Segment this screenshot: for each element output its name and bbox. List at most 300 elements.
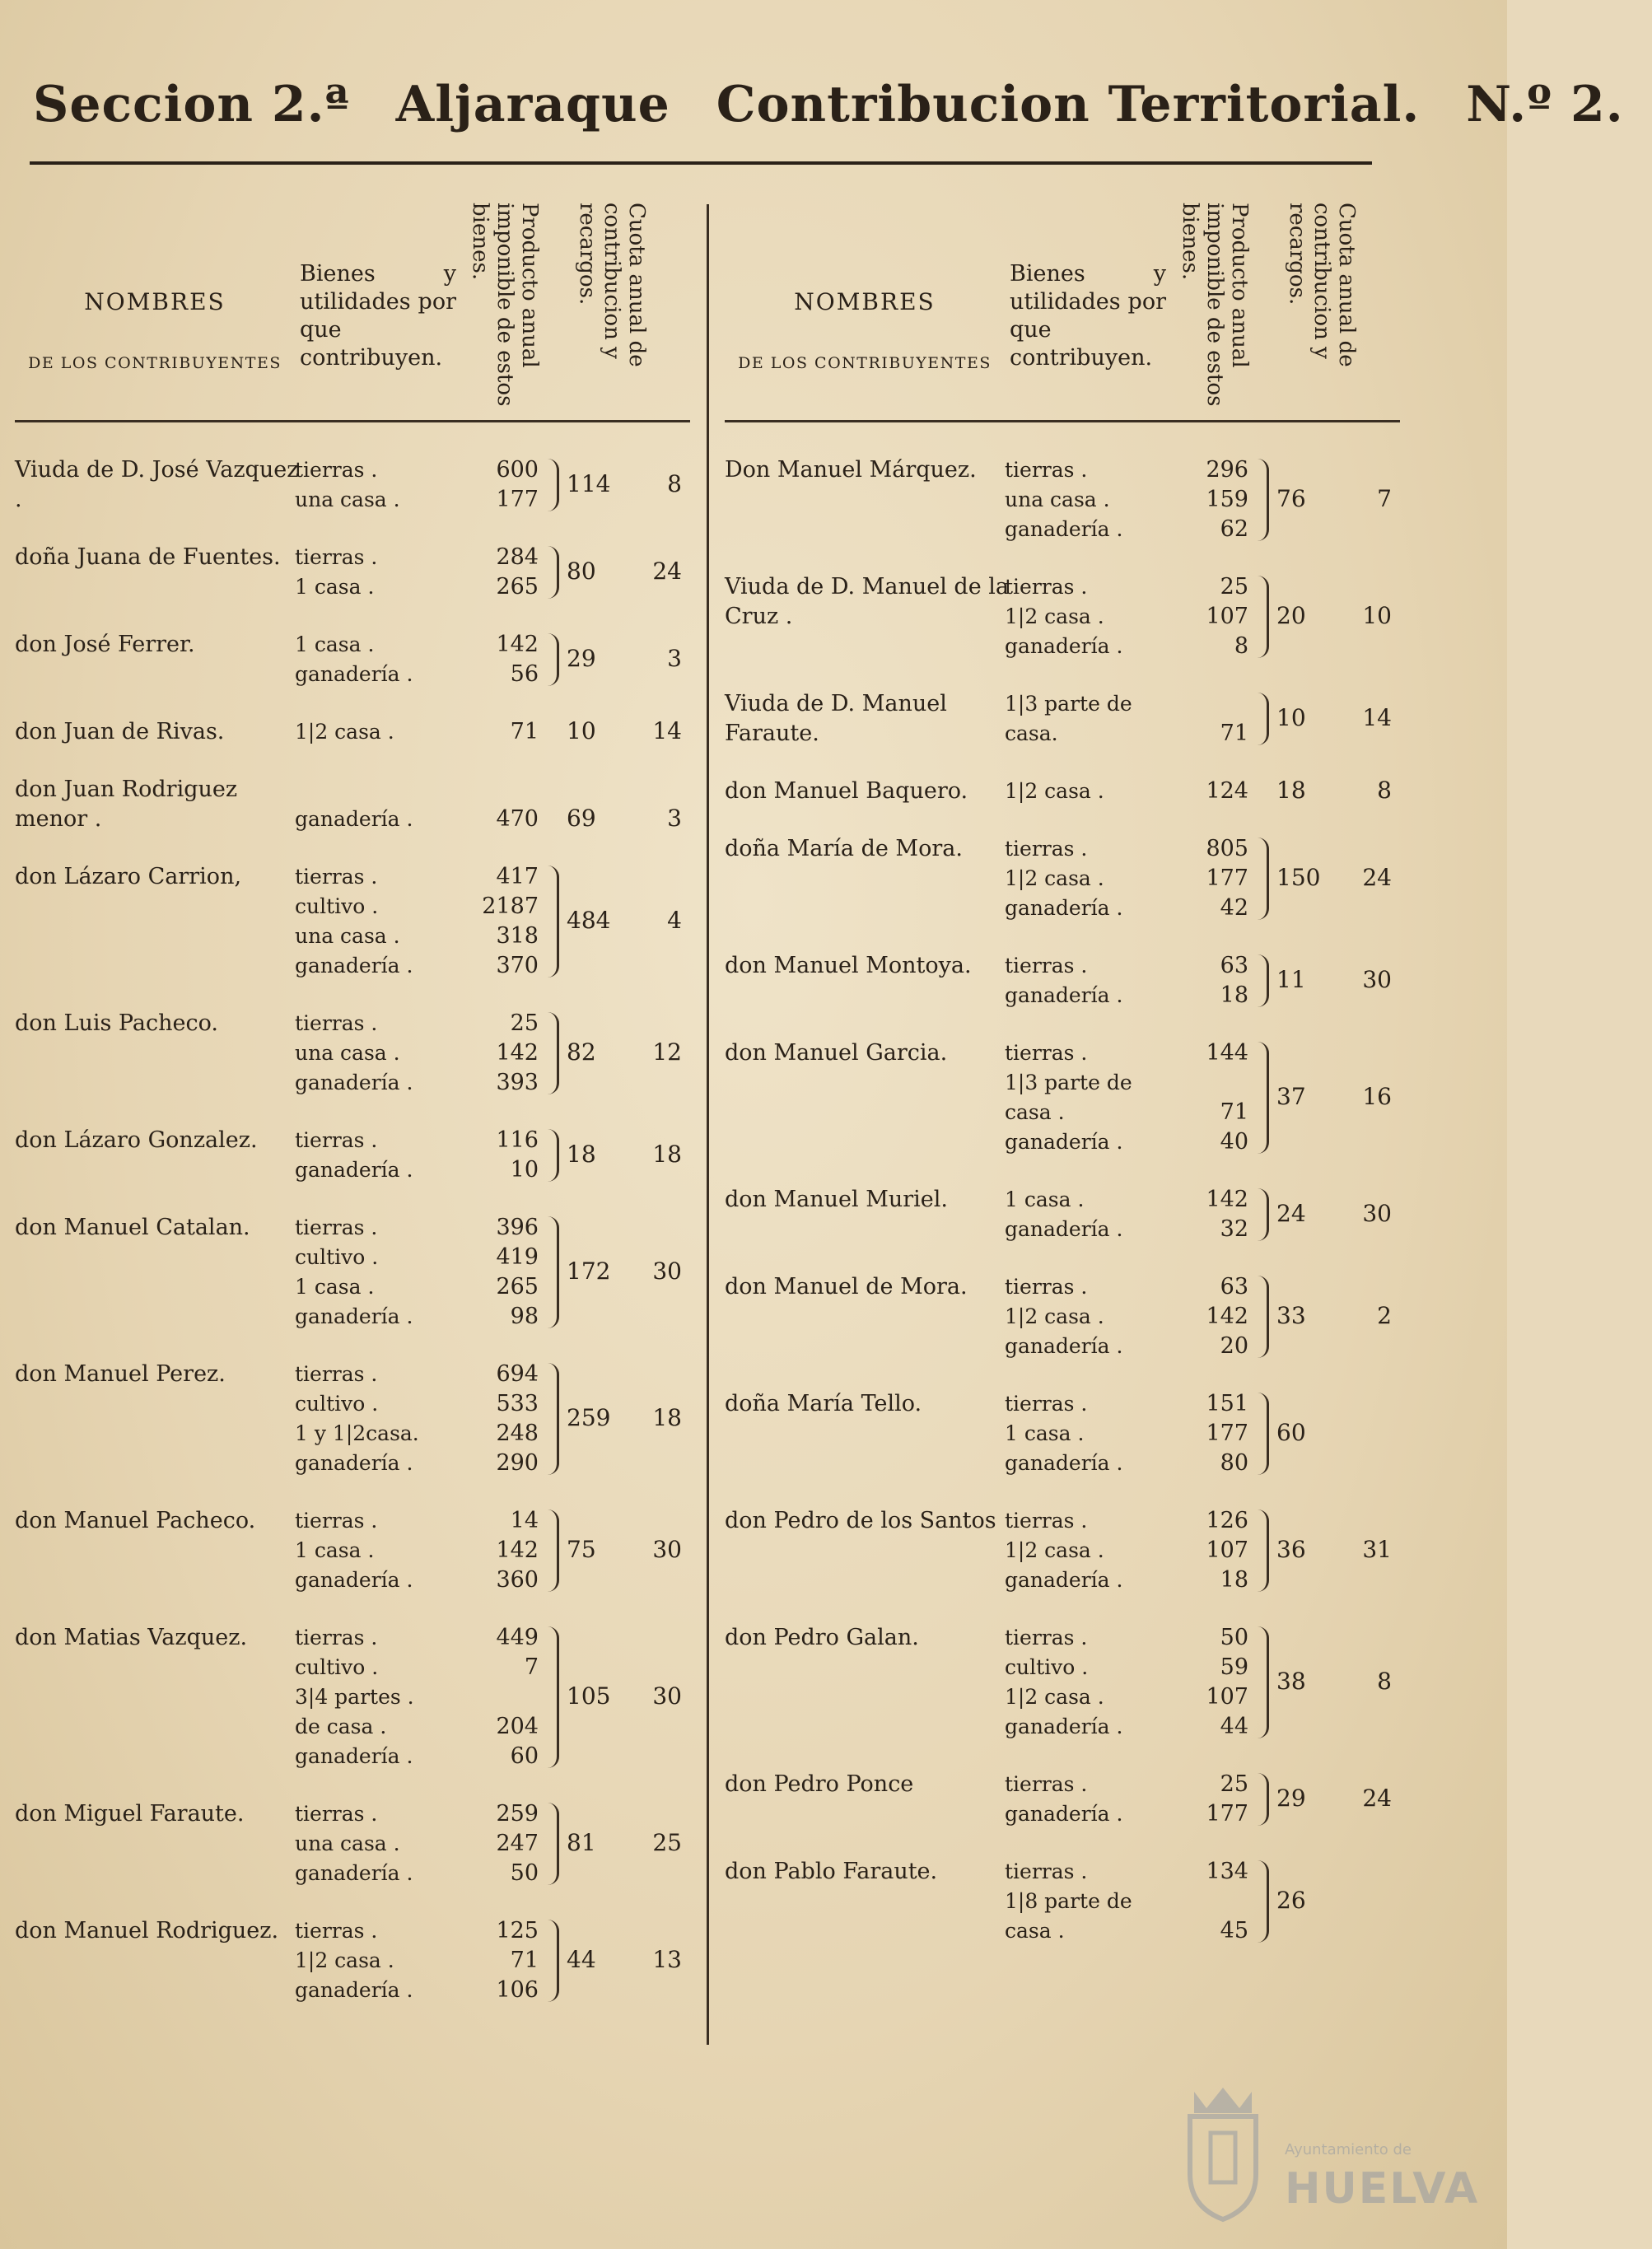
bien-item: ganadería . [1005, 896, 1123, 920]
producto-list [1169, 689, 1260, 749]
bienes-list [1005, 1272, 1178, 1361]
producto-value: 71 [1220, 1099, 1248, 1125]
cuota-reales: 36 [1276, 1536, 1306, 1563]
cuota-cell [1276, 1302, 1400, 1329]
cuota-reales: 37 [1276, 1083, 1306, 1110]
producto-value: 259 [496, 1801, 539, 1827]
cuota-maravedis: 30 [652, 1682, 682, 1710]
cuota-maravedis: 8 [1377, 777, 1392, 804]
cuota-cell [1276, 602, 1400, 629]
cuota-reales: 150 [1276, 864, 1321, 891]
producto-value: 142 [1206, 1304, 1248, 1329]
cuota-reales: 11 [1276, 966, 1306, 993]
bien-item: 1|2 casa . [1005, 866, 1104, 890]
bienes-list [295, 630, 468, 689]
bienes-list [295, 1009, 468, 1098]
bien-item: 1|2 casa . [1005, 1304, 1104, 1328]
bien-item: tierras . [295, 545, 378, 569]
producto-list [460, 630, 550, 689]
seccion-label: Seccion 2.ª [33, 76, 350, 133]
contribuyente-name: don Pedro Galan. [725, 1625, 919, 1650]
producto-list [460, 1916, 550, 2005]
cuota-reales: 114 [567, 470, 611, 497]
contribuyente-row [725, 834, 1400, 923]
cuota-reales: 29 [567, 645, 596, 672]
cuota-maravedis: 10 [1362, 602, 1392, 629]
producto-value: 265 [496, 1274, 539, 1299]
contribuyente-row [15, 1799, 690, 1888]
bien-item: ganadería . [295, 807, 413, 831]
cuota-maravedis: 8 [1377, 1668, 1392, 1695]
brace-mark [1257, 1773, 1269, 1826]
bien-item: tierras . [1005, 837, 1088, 861]
contribuyente-row [725, 1185, 1400, 1244]
bienes-list [1005, 1038, 1178, 1157]
cuota-maravedis: 3 [667, 645, 682, 672]
brace-mark [1257, 459, 1269, 541]
brace-mark [1257, 1276, 1269, 1358]
contribuyente-row [15, 1009, 690, 1098]
producto-value: 265 [496, 574, 539, 600]
bien-item: ganadería . [1005, 1217, 1123, 1241]
bien-item: cultivo . [295, 1392, 379, 1416]
contribuyente-row [725, 1506, 1400, 1595]
bien-item: ganadería . [1005, 517, 1123, 541]
bienes-list [295, 1623, 468, 1771]
cuota-maravedis: 25 [652, 1829, 682, 1856]
producto-value [1169, 1887, 1260, 1916]
contribuyente-row [725, 455, 1400, 544]
contribuyente-name: don Manuel Muriel. [725, 1187, 949, 1212]
bien-item: ganadería . [1005, 1130, 1123, 1154]
brace-mark [547, 866, 559, 978]
bienes-list [295, 1213, 468, 1332]
bien-item: 1|3 parte de [1005, 692, 1132, 716]
cuota-cell [567, 717, 690, 744]
contribuyente-name: don Juan Rodriguez menor . [15, 777, 238, 832]
brace-mark [1257, 954, 1269, 1007]
brace-mark [1257, 693, 1269, 745]
header-nombres: NOMBRES [794, 288, 936, 315]
producto-value: 177 [1206, 1421, 1248, 1446]
header-bienes: Bienes y utilidades por que contribuyen. [300, 261, 456, 371]
contribuyente-row [725, 572, 1400, 661]
cuota-cell [567, 645, 690, 672]
contribuyente-name: don Manuel Garcia. [725, 1040, 948, 1066]
cuota-cell [1276, 704, 1400, 731]
producto-value: 370 [496, 953, 539, 978]
producto-value: 449 [496, 1625, 539, 1650]
cuota-reales: 26 [1276, 1887, 1306, 1914]
cuota-maravedis: 18 [652, 1141, 682, 1168]
contribuyente-row [725, 1272, 1400, 1361]
producto-value: 116 [496, 1127, 539, 1153]
bienes-list [295, 543, 468, 602]
contribuyente-row [725, 1389, 1400, 1478]
cuota-reales: 44 [567, 1946, 596, 1973]
cuota-cell [567, 1141, 690, 1168]
left-table-header [15, 198, 690, 422]
cuota-reales: 259 [567, 1404, 611, 1431]
producto-value: 417 [496, 864, 539, 889]
producto-list [1169, 1623, 1260, 1742]
page-title [33, 76, 1624, 133]
producto-list [460, 862, 550, 981]
right-table-header [725, 198, 1400, 422]
bien-item: 1|8 parte de [1005, 1889, 1132, 1913]
producto-value: 25 [510, 1010, 539, 1036]
producto-value: 59 [1220, 1654, 1248, 1680]
bienes-list [1005, 572, 1178, 661]
contribuyente-name: Viuda de D. José Vazquez . [15, 457, 299, 512]
cuota-reales: 81 [567, 1829, 596, 1856]
contribuyente-name: doña María Tello. [725, 1391, 922, 1416]
contribuyente-row [725, 777, 1400, 806]
cuota-reales: 10 [1276, 704, 1306, 731]
producto-value: 248 [496, 1421, 539, 1446]
contribuyente-row [15, 1506, 690, 1595]
producto-value: 42 [1220, 895, 1248, 921]
producto-value: 14 [510, 1508, 539, 1533]
producto-value: 533 [496, 1391, 539, 1416]
producto-value: 62 [1220, 516, 1248, 542]
brace-mark [547, 1363, 559, 1475]
bienes-list [1005, 1506, 1178, 1595]
brace-mark [1257, 1042, 1269, 1154]
brace-mark [1257, 1393, 1269, 1475]
contribuyente-name: don Manuel Pacheco. [15, 1508, 256, 1533]
brace-mark [547, 1012, 559, 1094]
right-column [725, 198, 1400, 1943]
cuota-maravedis: 24 [1362, 864, 1392, 891]
cuota-cell [1276, 1668, 1400, 1695]
cuota-maravedis: 3 [667, 805, 682, 832]
contribuyente-name: don Manuel Catalan. [15, 1215, 250, 1240]
bien-item: 1|2 casa . [295, 1948, 394, 1972]
cuota-maravedis: 13 [652, 1946, 682, 1973]
contribuyente-name: don Juan de Rivas. [15, 719, 225, 744]
coat-of-arms-icon [1178, 2083, 1268, 2223]
contribuyente-row [725, 689, 1400, 749]
producto-list [460, 1623, 550, 1771]
bien-item: ganadería . [295, 1978, 413, 2002]
cuota-cell [1276, 1887, 1400, 1914]
cuota-reales: 80 [567, 558, 596, 585]
producto-value: 134 [1206, 1859, 1248, 1884]
cuota-cell [567, 1536, 690, 1563]
producto-value: 45 [1220, 1918, 1248, 1943]
bien-item: tierras . [1005, 1626, 1088, 1649]
producto-value: 56 [510, 661, 539, 687]
cuota-cell [567, 470, 690, 497]
producto-value: 80 [1220, 1450, 1248, 1476]
bienes-list [295, 1360, 468, 1478]
producto-value: 44 [1220, 1714, 1248, 1739]
contribuyente-row [15, 543, 690, 602]
bien-item: una casa . [295, 1831, 400, 1855]
producto-value: 393 [496, 1070, 539, 1095]
brace-mark [1257, 576, 1269, 658]
contribuyente-name: don José Ferrer. [15, 632, 195, 657]
bienes-list [295, 717, 468, 747]
bien-item: 3|4 partes . [295, 1685, 414, 1709]
header-nombres: NOMBRES [84, 288, 226, 315]
producto-value: 7 [524, 1654, 539, 1680]
bien-item: una casa . [295, 1041, 400, 1065]
contribuyente-row [15, 455, 690, 515]
contribuyente-row [725, 1623, 1400, 1742]
bienes-list [295, 1799, 468, 1888]
contribuyente-row [15, 630, 690, 689]
contribuyente-name: don Matias Vazquez. [15, 1625, 248, 1650]
contribuyente-name: don Pedro Ponce [725, 1771, 914, 1797]
producto-value: 142 [1206, 1187, 1248, 1212]
cuota-reales: 60 [1276, 1419, 1306, 1446]
bienes-list [1005, 1623, 1178, 1742]
bien-item: ganadería . [295, 1304, 413, 1328]
cuota-cell [567, 1038, 690, 1066]
cuota-cell [1276, 1536, 1400, 1563]
bien-item: 1 casa . [1005, 1187, 1085, 1211]
contribuyente-row [15, 862, 690, 981]
bien-item: 1|2 casa . [1005, 604, 1104, 628]
header-bienes: Bienes y utilidades por que contribuyen. [1010, 261, 1166, 371]
left-column [15, 198, 690, 2003]
bien-item: tierras . [1005, 1275, 1088, 1299]
bien-item: tierras . [1005, 1392, 1088, 1416]
producto-list [1169, 834, 1260, 923]
cuota-maravedis: 4 [667, 907, 682, 934]
producto-list [460, 1799, 550, 1888]
cuota-cell [1276, 1083, 1400, 1110]
cuota-cell [1276, 1200, 1400, 1227]
contribuyente-row [15, 1213, 690, 1332]
bien-item: 1 casa . [295, 1275, 375, 1299]
contribuyente-row [725, 1038, 1400, 1157]
bien-item: 1|2 casa . [295, 720, 394, 744]
contribuyente-name: doña Juana de Fuentes. [15, 544, 281, 570]
producto-list [460, 1213, 550, 1332]
producto-list [1169, 1272, 1260, 1361]
producto-list [460, 1126, 550, 1185]
cuota-maravedis: 30 [652, 1257, 682, 1285]
producto-value: 124 [1206, 778, 1248, 804]
contribuyente-name: don Manuel Baquero. [725, 778, 968, 804]
producto-value: 40 [1220, 1129, 1248, 1155]
cuota-cell [567, 1404, 690, 1431]
producto-value: 144 [1206, 1040, 1248, 1066]
bienes-list [1005, 777, 1178, 806]
cuota-reales: 38 [1276, 1668, 1306, 1695]
bien-item: tierras . [295, 1626, 378, 1649]
brace-mark [547, 1129, 559, 1182]
cuota-cell [567, 1257, 690, 1285]
bien-item: ganadería . [1005, 1451, 1123, 1475]
producto-list [460, 1506, 550, 1595]
bien-item: cultivo . [1005, 1655, 1089, 1679]
cuota-cell [1276, 1785, 1400, 1812]
cuota-reales: 172 [567, 1257, 611, 1285]
cuota-cell [1276, 966, 1400, 993]
bienes-list [295, 805, 468, 834]
cuota-cell [567, 558, 690, 585]
contribuyente-name: doña María de Mora. [725, 836, 963, 861]
cuota-maravedis: 8 [667, 470, 682, 497]
column-divider [707, 204, 709, 2045]
producto-value: 63 [1220, 953, 1248, 978]
producto-value: 71 [510, 719, 539, 744]
bien-item: tierras . [295, 458, 378, 482]
cuota-reales: 33 [1276, 1302, 1306, 1329]
bien-item: ganadería . [1005, 1568, 1123, 1592]
bienes-list [1005, 689, 1178, 749]
producto-value: 125 [496, 1918, 539, 1943]
cuota-reales: 10 [567, 717, 596, 744]
brace-mark [547, 1509, 559, 1592]
producto-value: 177 [496, 487, 539, 512]
bien-item: 1 casa . [295, 1538, 375, 1562]
producto-list [1169, 1038, 1260, 1157]
producto-list [460, 805, 550, 834]
producto-value: 18 [1220, 982, 1248, 1008]
contribuyente-name: don Lázaro Carrion, [15, 864, 242, 889]
contribuyente-name: don Manuel Perez. [15, 1361, 226, 1387]
producto-list [460, 1009, 550, 1098]
producto-value: 71 [1220, 721, 1248, 746]
bienes-list [295, 862, 468, 981]
producto-list [1169, 1770, 1260, 1829]
producto-list [460, 717, 550, 747]
bienes-list [1005, 1770, 1178, 1829]
cuota-maravedis: 14 [1362, 704, 1392, 731]
bien-item: cultivo . [295, 894, 379, 918]
header-cuota: Cuota anual de contribucion y recargos. [575, 203, 649, 367]
numero-label: N.º 2. [1466, 76, 1624, 133]
producto-value: 360 [496, 1567, 539, 1593]
producto-value: 107 [1206, 604, 1248, 629]
producto-value: 32 [1220, 1216, 1248, 1242]
bien-item: tierras . [1005, 575, 1088, 599]
producto-list [1169, 777, 1260, 806]
bien-item: tierras . [295, 1509, 378, 1533]
producto-value: 296 [1206, 457, 1248, 483]
bien-item: 1|2 casa . [1005, 1538, 1104, 1562]
contribuyente-name: don Pedro de los Santos [725, 1508, 996, 1533]
bien-item: casa . [1005, 1100, 1065, 1124]
bien-item: 1|3 parte de [1005, 1071, 1132, 1094]
producto-value: 50 [1220, 1625, 1248, 1650]
bien-item: cultivo . [295, 1245, 379, 1269]
producto-value: 98 [510, 1304, 539, 1329]
bien-item: tierras . [295, 1011, 378, 1035]
producto-list [1169, 1506, 1260, 1595]
bienes-list [1005, 455, 1178, 544]
bien-item: tierras . [295, 1919, 378, 1943]
producto-value: 470 [496, 806, 539, 832]
producto-value: 50 [510, 1860, 539, 1886]
cuota-reales: 484 [567, 907, 611, 934]
ayuntamiento-watermark [1178, 2083, 1480, 2232]
producto-list [1169, 572, 1260, 661]
cuota-maravedis: 24 [652, 558, 682, 585]
producto-value: 805 [1206, 836, 1248, 861]
bienes-list [295, 1126, 468, 1185]
bien-item: ganadería . [295, 1861, 413, 1885]
brace-mark [1257, 1509, 1269, 1592]
producto-value: 396 [496, 1215, 539, 1240]
bien-item: tierras . [1005, 1859, 1088, 1883]
cuota-maravedis: 18 [652, 1404, 682, 1431]
producto-value: 2187 [482, 894, 539, 919]
header-nombres-sub: DE LOS CONTRIBUYENTES [738, 354, 992, 372]
bien-item: 1 y 1|2casa. [295, 1421, 419, 1445]
brace-mark [547, 1920, 559, 2002]
header-producto: Producto anual imponible de estos bienes. [468, 203, 542, 407]
bien-item: ganadería . [295, 662, 413, 686]
contribuyente-row [15, 717, 690, 747]
cuota-cell [1276, 777, 1400, 804]
producto-value [1169, 1068, 1260, 1098]
bien-item: ganadería . [295, 1158, 413, 1182]
producto-value: 25 [1220, 574, 1248, 600]
contribuyente-name: don Manuel de Mora. [725, 1274, 968, 1299]
producto-value: 419 [496, 1244, 539, 1270]
titulo-label: Contribucion Territorial. [716, 76, 1421, 133]
bien-item: tierras . [1005, 1772, 1088, 1796]
producto-list [1169, 1389, 1260, 1478]
producto-value: 694 [496, 1361, 539, 1387]
bien-item: tierras . [295, 1128, 378, 1152]
cuota-maravedis: 30 [1362, 1200, 1392, 1227]
cuota-reales: 105 [567, 1682, 611, 1710]
producto-value: 177 [1206, 866, 1248, 891]
cuota-maravedis: 7 [1377, 485, 1392, 512]
contribuyente-name: don Miguel Faraute. [15, 1801, 245, 1827]
brace-mark [1257, 1860, 1269, 1943]
bien-item: casa . [1005, 1919, 1065, 1943]
cuota-maravedis: 12 [652, 1038, 682, 1066]
bien-item: tierras . [295, 1802, 378, 1826]
bien-item: de casa . [295, 1715, 387, 1738]
producto-value: 142 [496, 1040, 539, 1066]
cuota-maravedis: 2 [1377, 1302, 1392, 1329]
bien-item: ganadería . [295, 1451, 413, 1475]
bien-item: ganadería . [295, 1071, 413, 1094]
bien-item: casa. [1005, 721, 1058, 745]
pueblo-label: Aljaraque [395, 76, 670, 133]
producto-value: 71 [510, 1948, 539, 1973]
producto-list [1169, 455, 1260, 544]
bienes-list [295, 1506, 468, 1595]
cuota-reales: 18 [1276, 777, 1306, 804]
bien-item: cultivo . [295, 1655, 379, 1679]
producto-list [1169, 1857, 1260, 1946]
watermark-line2: HUELVA [1285, 2164, 1480, 2214]
cuota-reales: 82 [567, 1038, 596, 1066]
bien-item: tierras . [295, 1362, 378, 1386]
contribuyente-row [725, 1857, 1400, 1946]
cuota-reales: 20 [1276, 602, 1306, 629]
cuota-cell [1276, 1419, 1400, 1446]
bien-item: ganadería . [295, 954, 413, 978]
producto-value: 8 [1234, 633, 1248, 659]
cuota-cell [567, 805, 690, 832]
producto-value: 60 [510, 1743, 539, 1769]
brace-mark [547, 546, 559, 599]
bien-item: una casa . [1005, 488, 1110, 511]
brace-mark [547, 1803, 559, 1885]
bien-item: 1|2 casa . [1005, 779, 1104, 803]
